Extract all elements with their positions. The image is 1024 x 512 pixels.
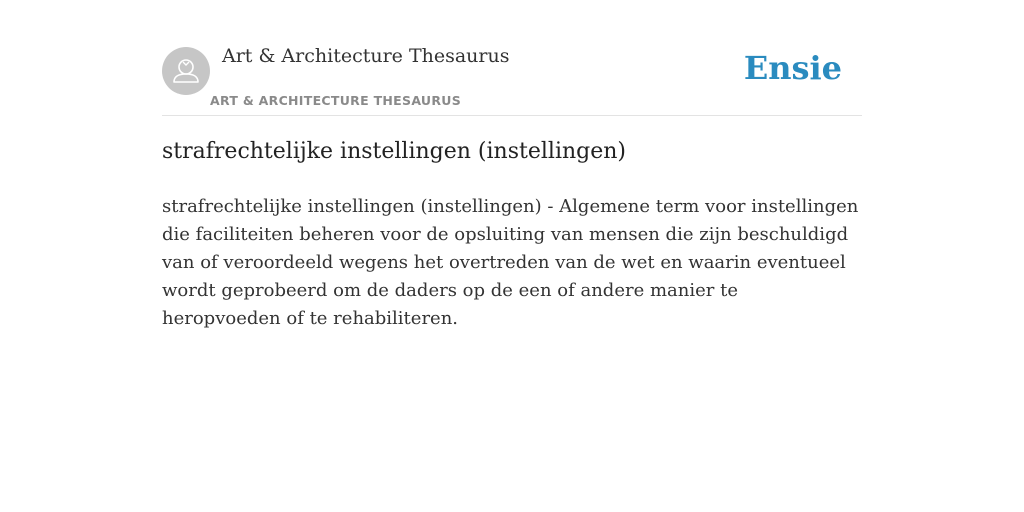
definition-text: strafrechtelijke instellingen (instellingen) - Algemene term voor instellingen die faciliteiten beheren voor de opsluiting van mensen die zijn beschuldigd van of veroordeeld wegens het overtreden van de wet en waarin eventueel wordt geprobeerd om de daders op de een of andere manier te heropvoeden of te rehabiliteren. bbox=[162, 196, 859, 329]
brand-logo[interactable]: Ensie bbox=[743, 49, 842, 87]
user-outline-icon bbox=[162, 47, 210, 95]
avatar[interactable] bbox=[162, 47, 210, 95]
author-header bbox=[162, 40, 862, 116]
author-subtitle[interactable]: ART & ARCHITECTURE THESAURUS bbox=[210, 93, 462, 108]
author-name[interactable]: Art & Architecture Thesaurus bbox=[222, 45, 510, 67]
page-title: strafrechtelijke instellingen (instellingen) bbox=[162, 139, 626, 164]
